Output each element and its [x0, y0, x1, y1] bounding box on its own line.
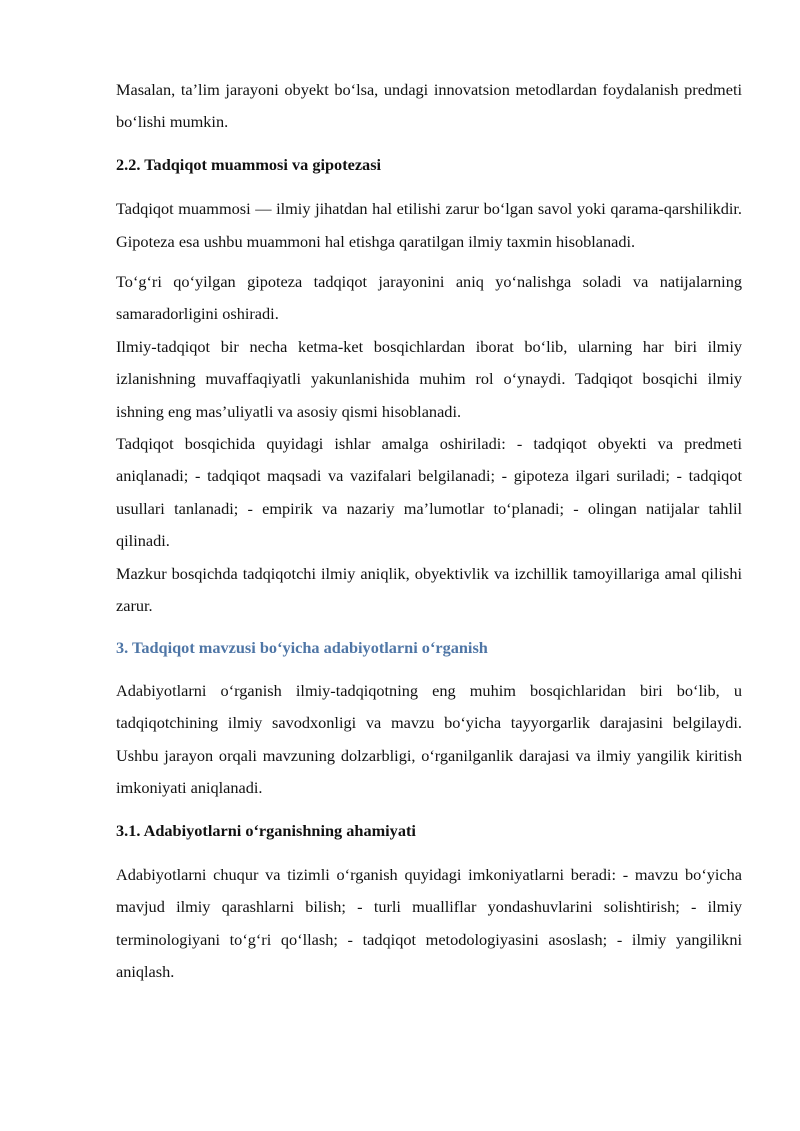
paragraph-principles: Mazkur bosqichda tadqiqotchi ilmiy aniqlik, obyektivlik va izchillik tamoyillariga amal qilishi zarur. [116, 563, 742, 616]
paragraph-object-subject: Masalan, ta’lim jarayoni obyekt bo‘lsa, undagi innovatsion metodlardan foydalanish predmeti bo‘lishi mumkin. [116, 80, 742, 132]
paragraph-stage-tasks: Tadqiqot bosqichida quyidagi ishlar amalga oshiriladi: - tadqiqot obyekti va predmeti aniqlanadi; - tadqiqot maqsadi va vazifalari belgilanadi; - gipoteza ilgari suriladi; - tadqiqot usullari tanlanadi; - empirik va nazariy ma’lumotlar to‘planadi; - olingan natijalar tahlil qilinadi. [116, 434, 742, 551]
paragraph-hypothesis: To‘g‘ri qo‘yilgan gipoteza tadqiqot jarayonini aniq yo‘nalishga soladi va natijalarning samaradorligini oshiradi. [116, 272, 742, 324]
heading-2-2: 2.2. Tadqiqot muammosi va gipotezasi [116, 154, 382, 174]
document-page [116, 74, 742, 989]
heading-3: 3. Tadqiqot mavzusi bo‘yicha adabiyotlarni o‘rganish [116, 637, 488, 657]
heading-3-1: 3.1. Adabiyotlarni o‘rganishning ahamiyati [116, 820, 416, 840]
paragraph-research-stages: Ilmiy-tadqiqot bir necha ketma-ket bosqichlardan iborat bo‘lib, ularning har biri ilmiy izlanishning muvaffaqiyatli yakunlanishida muhim rol o‘ynaydi. Tadqiqot bosqichi ilmiy ishning eng mas’uliyatli va asosiy qismi hisoblanadi. [116, 336, 742, 421]
paragraph-literature-review: Adabiyotlarni o‘rganish ilmiy-tadqiqotning eng muhim bosqichlaridan biri bo‘lib, u tadqiqotchining ilmiy savodxonligi va mavzu bo‘yicha tayyorgarlik darajasini belgilaydi. Ushbu jarayon orqali mavzuning dolzarbligi, o‘rganilganlik darajasi va ilmiy yangilik kiritish imkoniyati aniqlanadi. [116, 680, 742, 798]
paragraph-problem-definition: Tadqiqot muammosi — ilmiy jihatdan hal etilishi zarur bo‘lgan savol yoki qarama-qarshilikdir. Gipoteza esa ushbu muammoni hal etishga qaratilgan ilmiy taxmin hisoblanadi. [116, 199, 742, 251]
paragraph-literature-importance: Adabiyotlarni chuqur va tizimli o‘rganish quyidagi imkoniyatlarni beradi: - mavzu bo‘yicha mavjud ilmiy qarashlarni bilish; - turli mualliflar yondashuvlarini solishtirish; - ilmiy terminologiyani to‘g‘ri qo‘llash; - tadqiqot metodologiyasini asoslash; - ilmiy yangilikni aniqlash. [116, 864, 742, 982]
